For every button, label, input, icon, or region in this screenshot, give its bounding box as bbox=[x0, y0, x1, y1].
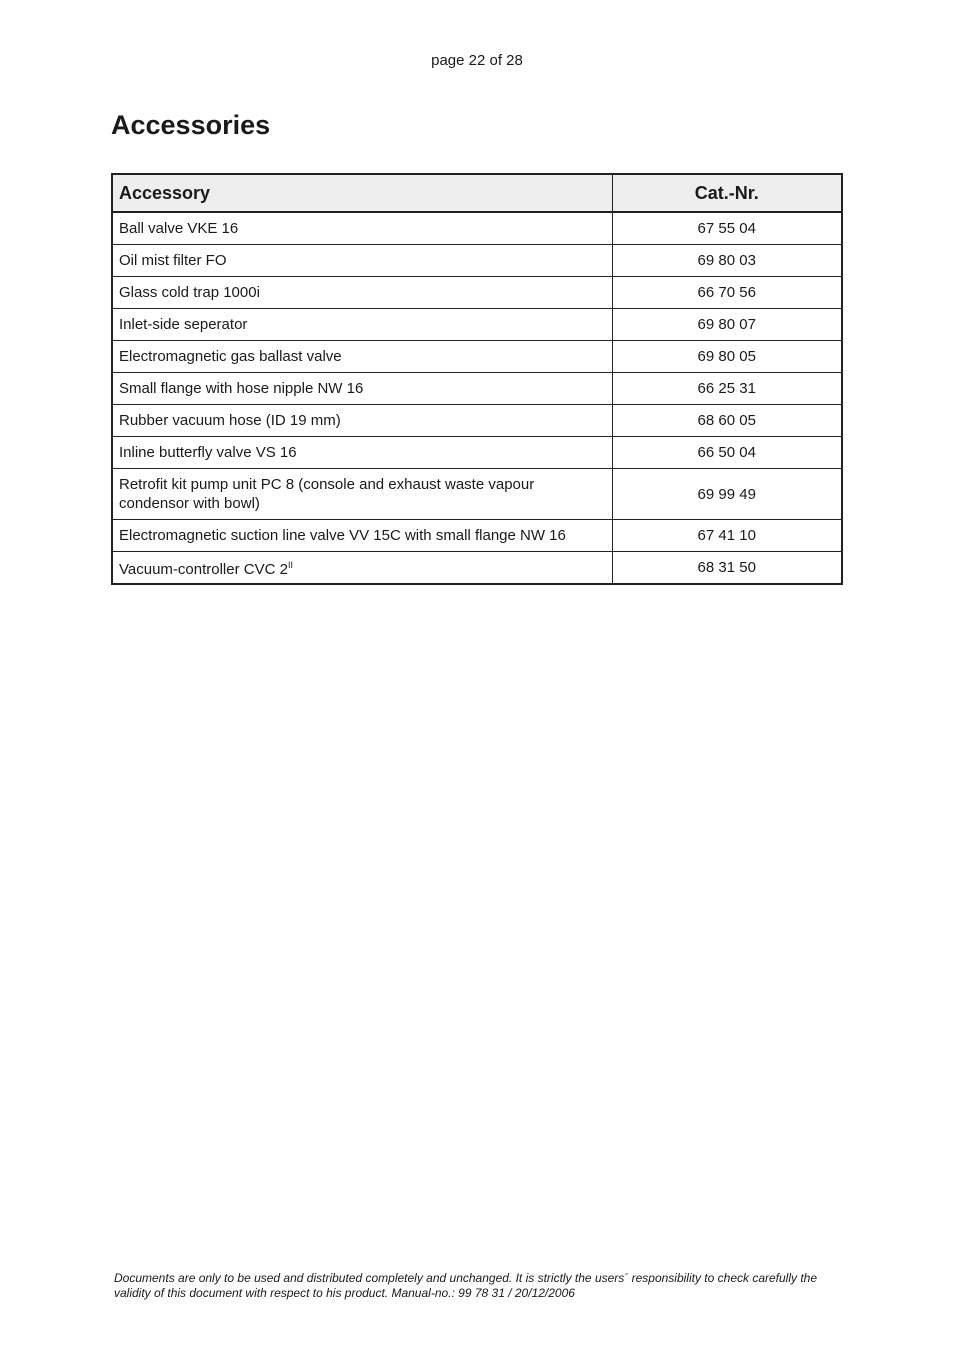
accessory-cell: Glass cold trap 1000i bbox=[112, 277, 612, 309]
cat-nr-cell: 66 50 04 bbox=[612, 437, 842, 469]
page-title: Accessories bbox=[111, 110, 271, 140]
footer-disclaimer: Documents are only to be used and distributed completely and unchanged. It is strictly the users´ responsibility to check carefully the validity of this document with respect to his product. Manual-no.: 99 78 31 / 20/12/2006 bbox=[114, 1271, 818, 1300]
accessory-cell: Oil mist filter FO bbox=[112, 245, 612, 277]
table-row bbox=[112, 437, 842, 469]
accessory-cell: Rubber vacuum hose (ID 19 mm) bbox=[112, 405, 612, 437]
accessory-cell: Inlet-side seperator bbox=[112, 309, 612, 341]
accessories-table bbox=[111, 173, 843, 585]
accessory-cell: Small flange with hose nipple NW 16 bbox=[112, 373, 612, 405]
accessory-cell: Ball valve VKE 16 bbox=[112, 212, 612, 245]
cat-nr-cell: 67 55 04 bbox=[612, 212, 842, 245]
cat-nr-cell: 67 41 10 bbox=[612, 520, 842, 552]
cat-nr-cell: 66 25 31 bbox=[612, 373, 842, 405]
cat-nr-cell: 69 80 05 bbox=[612, 341, 842, 373]
cat-nr-cell: 69 80 03 bbox=[612, 245, 842, 277]
table-row bbox=[112, 520, 842, 552]
accessory-name: Vacuum-controller CVC 2 bbox=[119, 561, 288, 578]
cat-nr-cell: 69 80 07 bbox=[612, 309, 842, 341]
accessory-superscript: II bbox=[287, 560, 293, 570]
column-header-accessory: Accessory bbox=[112, 174, 612, 212]
cat-nr-cell: 68 60 05 bbox=[612, 405, 842, 437]
cat-nr-cell: 69 99 49 bbox=[612, 469, 842, 520]
table-row bbox=[112, 469, 842, 520]
page-number: page 22 of 28 bbox=[431, 52, 523, 69]
accessory-cell: Electromagnetic gas ballast valve bbox=[112, 341, 612, 373]
table-row bbox=[112, 277, 842, 309]
table-row bbox=[112, 212, 842, 245]
accessory-cell: Inline butterfly valve VS 16 bbox=[112, 437, 612, 469]
table-row bbox=[112, 405, 842, 437]
column-header-cat-nr: Cat.-Nr. bbox=[612, 174, 842, 212]
table-header-row bbox=[112, 174, 842, 212]
accessory-cell: Electromagnetic suction line valve VV 15C with small flange NW 16 bbox=[112, 520, 612, 552]
table-row bbox=[112, 245, 842, 277]
table-row bbox=[112, 552, 842, 585]
table-row bbox=[112, 341, 842, 373]
cat-nr-cell: 68 31 50 bbox=[612, 552, 842, 585]
accessory-cell: Retrofit kit pump unit PC 8 (console and exhaust waste vapour condensor with bowl) bbox=[112, 469, 612, 520]
table-row bbox=[112, 373, 842, 405]
accessory-cell bbox=[112, 552, 612, 585]
table-row bbox=[112, 309, 842, 341]
cat-nr-cell: 66 70 56 bbox=[612, 277, 842, 309]
